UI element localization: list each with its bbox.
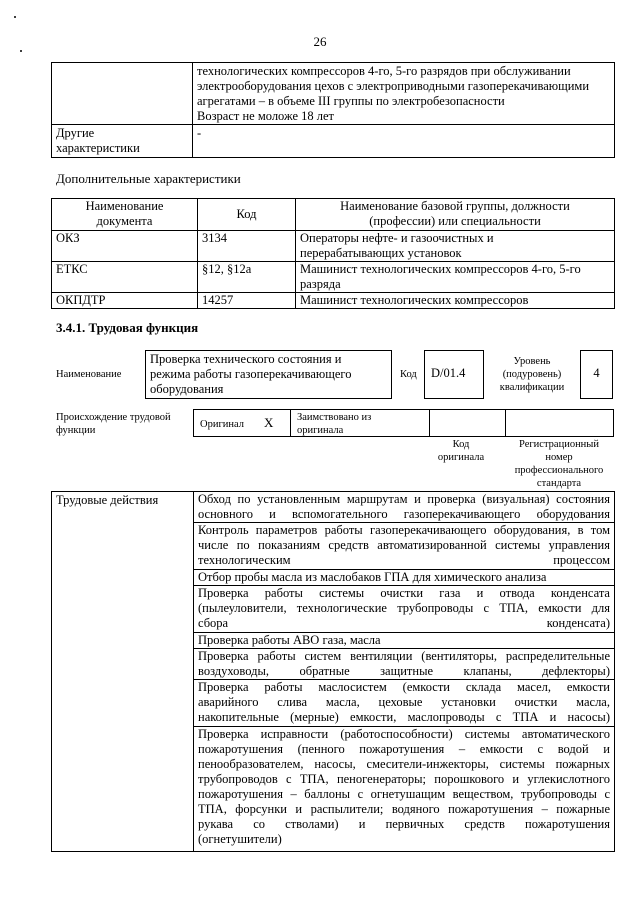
- action-item: Проверка работы системы очистки газа и отвода конденсата (пылеуловители, технологические трубопроводы с ТПА, емкости для сбора конденсата): [194, 586, 615, 633]
- column-header-code: Код: [198, 199, 296, 231]
- action-item: Обход по установленным маршрутам и проверка (визуальная) состояния основного и вспомогательного газоперекачивающего оборудования: [194, 492, 615, 523]
- action-item: Проверка исправности (работоспособности) системы автоматического пожаротушения (пенного пожаротушения – емкости с водой и пенообразователем, насосы, смесители-инжекторы, системы пожарных трубопроводов с ТПА, пеногенераторы; порошкового и углекислотного пожаротушения – баллоны с огнетушащим веществом, трубопроводы с ТПА, форсунки и распылители; водяного пожаротушения – пожарные рукава со стволами) и первичных средств пожаротушения (огнетушители): [194, 727, 615, 852]
- code-cell: 3134: [198, 231, 296, 262]
- name-cell: Машинист технологических компрессоров 4-го, 5-го разряда: [296, 262, 615, 293]
- table-row: [52, 231, 615, 262]
- scan-speck: [14, 16, 16, 18]
- action-item: Проверка работы маслосистем (емкости склада масел, емкости аварийного слива масла, цеховые установки очистки масла, накопительные (мерные) емкости, маслопроводы с ТПА и насосы): [194, 680, 615, 727]
- additional-characteristics-heading: Дополнительные характеристики: [56, 171, 241, 186]
- table-row: [52, 262, 615, 293]
- divider: [429, 410, 430, 436]
- divider: [505, 410, 506, 436]
- code-cell: 14257: [198, 293, 296, 309]
- top-table: [51, 62, 615, 158]
- action-item: Контроль параметров работы газоперекачивающего оборудования, в том числе по показаниям средств автоматизированной системы управления технологическим процессом: [194, 523, 615, 570]
- labor-actions-table: [51, 491, 615, 852]
- original-label: Оригинал: [200, 419, 244, 430]
- action-item: Проверка работы АВО газа, масла: [194, 633, 615, 649]
- doc-cell: ОКЗ: [52, 231, 198, 262]
- page-number: 26: [313, 34, 327, 49]
- other-characteristics-value: -: [193, 125, 615, 158]
- table-row: [52, 293, 615, 309]
- column-header-document: Наименование документа: [52, 199, 198, 231]
- qualification-level-label: Уровень (подуровень) квалификации: [499, 356, 565, 393]
- scan-speck: [20, 50, 22, 52]
- code-cell: §12, §12а: [198, 262, 296, 293]
- requirements-cell: [193, 63, 615, 125]
- table-row: [52, 492, 615, 523]
- divider: [290, 410, 291, 436]
- code-label: Код: [400, 369, 417, 380]
- additional-characteristics-table: [51, 198, 615, 309]
- empty-cell: [52, 63, 193, 125]
- original-mark: X: [264, 415, 274, 430]
- text-line: Возраст не моложе 18 лет: [197, 109, 335, 123]
- text-line: технологических компрессоров 4-го, 5-го разрядов при обслуживании: [197, 64, 571, 78]
- doc-cell: ЕТКС: [52, 262, 198, 293]
- doc-cell: ОКПДТР: [52, 293, 198, 309]
- labor-actions-label: Трудовые действия: [52, 492, 194, 852]
- name-cell: Операторы нефте- и газоочистных и перерабатывающих установок: [296, 231, 615, 262]
- table-row: [52, 125, 615, 158]
- name-label: Наименование: [56, 369, 122, 380]
- function-name-box: Проверка технического состояния и режима работы газоперекачивающего оборудования: [145, 350, 392, 399]
- text-line: электрооборудования цехов с электроприводными газоперекачивающими: [197, 79, 590, 93]
- labor-function-heading: 3.4.1. Трудовая функция: [56, 320, 199, 335]
- other-characteristics-label: Другие характеристики: [52, 125, 193, 158]
- origin-label: Происхождение трудовой функции: [56, 412, 171, 436]
- action-item: Отбор пробы масла из маслобаков ГПА для химического анализа: [194, 570, 615, 586]
- function-code-box: D/01.4: [424, 350, 484, 399]
- text-line: агрегатами – в объеме III группы по электробезопасности: [197, 94, 505, 108]
- registration-number-label: Регистрационный номер профессионального стандарта: [514, 439, 604, 489]
- qualification-level-box: 4: [580, 350, 613, 399]
- code-of-original-label: Код оригинала: [437, 439, 485, 463]
- origin-table: [193, 409, 614, 437]
- table-row: [52, 63, 615, 125]
- name-cell: Машинист технологических компрессоров: [296, 293, 615, 309]
- table-header-row: [52, 199, 615, 231]
- column-header-name: Наименование базовой группы, должности (профессии) или специальности: [296, 199, 615, 231]
- borrowed-label: Заимствовано из оригинала: [297, 412, 372, 436]
- action-item: Проверка работы систем вентиляции (вентиляторы, распределительные воздуховоды, обратные защитные клапаны, дефлекторы): [194, 649, 615, 680]
